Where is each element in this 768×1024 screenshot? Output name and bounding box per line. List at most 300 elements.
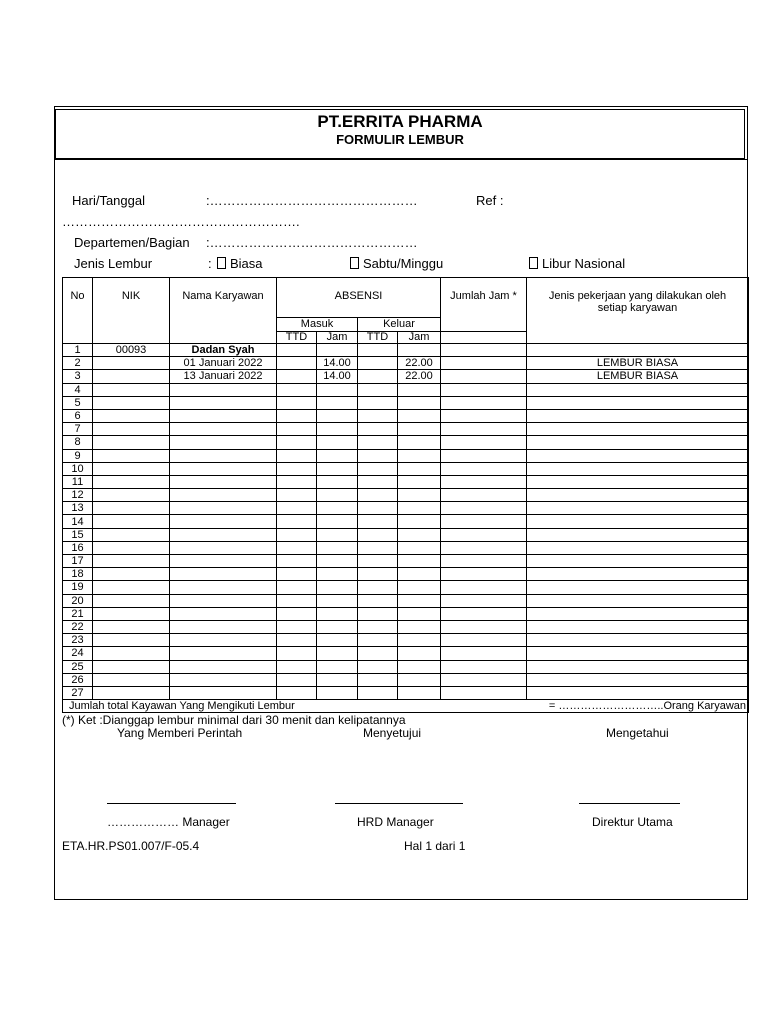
cell-jam-out[interactable] (398, 449, 441, 462)
table-row (63, 660, 749, 673)
cell-ttd-in[interactable] (277, 528, 317, 541)
cell-nama[interactable] (170, 462, 277, 475)
table-row (63, 383, 749, 396)
col-jenis-line2: setiap karyawan (597, 302, 678, 314)
cell-nik[interactable] (93, 660, 170, 673)
cell-jumlah[interactable] (441, 528, 527, 541)
cell-jam-in[interactable] (317, 409, 358, 422)
cell-nama[interactable] (170, 568, 277, 581)
col-jumlah-sub (441, 332, 527, 344)
cell-nama[interactable]: Dadan Syah (170, 344, 277, 357)
cell-jumlah[interactable] (441, 620, 527, 633)
cell-nik[interactable] (93, 673, 170, 686)
cell-jumlah[interactable] (441, 647, 527, 660)
cell-nama[interactable] (170, 449, 277, 462)
cell-jam-in[interactable] (317, 383, 358, 396)
cell-jam-in[interactable] (317, 515, 358, 528)
cell-jam-out[interactable] (398, 528, 441, 541)
col-jam-out: Jam (398, 332, 441, 344)
checkbox-libur-icon[interactable] (529, 257, 538, 269)
cell-no[interactable]: 7 (63, 423, 93, 436)
table-row (63, 607, 749, 620)
cell-jam-out[interactable] (398, 541, 441, 554)
cell-jam-out[interactable] (398, 555, 441, 568)
cell-ttd-out[interactable] (358, 541, 398, 554)
cell-ttd-in[interactable] (277, 423, 317, 436)
cell-ttd-in[interactable] (277, 515, 317, 528)
cell-nik[interactable] (93, 686, 170, 699)
cell-jam-in[interactable] (317, 423, 358, 436)
signature-line-hrd (335, 803, 463, 804)
cell-ttd-in[interactable] (277, 370, 317, 383)
dept-value[interactable]: :………………………………………… (206, 235, 418, 250)
page-number: Hal 1 dari 1 (404, 839, 466, 853)
cell-no[interactable]: 5 (63, 396, 93, 409)
cell-jenis[interactable] (527, 383, 749, 396)
cell-jenis[interactable] (527, 541, 749, 554)
cell-no[interactable]: 15 (63, 528, 93, 541)
cell-jam-out[interactable] (398, 489, 441, 502)
cell-nik[interactable] (93, 489, 170, 502)
cell-jam-out[interactable] (398, 607, 441, 620)
cell-ttd-in[interactable] (277, 449, 317, 462)
cell-jumlah[interactable] (441, 462, 527, 475)
cell-ttd-out[interactable] (358, 357, 398, 370)
cell-nik[interactable] (93, 436, 170, 449)
cell-jam-out[interactable] (398, 475, 441, 488)
cell-jenis[interactable]: LEMBUR BIASA (527, 357, 749, 370)
cell-jumlah[interactable] (441, 502, 527, 515)
cell-ttd-out[interactable] (358, 555, 398, 568)
cell-jam-in[interactable] (317, 449, 358, 462)
cell-nama[interactable] (170, 383, 277, 396)
cell-ttd-out[interactable] (358, 502, 398, 515)
cell-no[interactable]: 21 (63, 607, 93, 620)
cell-jam-out[interactable] (398, 423, 441, 436)
cell-ttd-out[interactable] (358, 423, 398, 436)
cell-jenis[interactable] (527, 502, 749, 515)
cell-jumlah[interactable] (441, 673, 527, 686)
cell-nama[interactable]: 13 Januari 2022 (170, 370, 277, 383)
cell-jumlah[interactable] (441, 607, 527, 620)
total-value: = ………………………..Orang Karyawan (527, 700, 749, 713)
cell-jam-in[interactable] (317, 541, 358, 554)
cell-nama[interactable] (170, 541, 277, 554)
cell-ttd-out[interactable] (358, 436, 398, 449)
cell-nama[interactable] (170, 555, 277, 568)
hrd-signature-label: HRD Manager (357, 815, 434, 829)
cell-nama[interactable] (170, 620, 277, 633)
cell-ttd-in[interactable] (277, 673, 317, 686)
signature-line-manager (107, 803, 236, 804)
option-libur-label: Libur Nasional (542, 256, 626, 271)
cell-jam-out[interactable] (398, 515, 441, 528)
cell-jenis[interactable] (527, 634, 749, 647)
cell-jam-in[interactable] (317, 555, 358, 568)
cell-jenis[interactable] (527, 475, 749, 488)
cell-ttd-in[interactable] (277, 541, 317, 554)
cell-jam-out[interactable] (398, 581, 441, 594)
cell-ttd-in[interactable] (277, 607, 317, 620)
cell-ttd-out[interactable] (358, 396, 398, 409)
cell-jam-out[interactable] (398, 436, 441, 449)
cell-nik[interactable] (93, 620, 170, 633)
cell-nama[interactable] (170, 607, 277, 620)
cell-nik[interactable] (93, 647, 170, 660)
cell-jam-out[interactable] (398, 344, 441, 357)
cell-jumlah[interactable] (441, 449, 527, 462)
cell-jenis[interactable] (527, 686, 749, 699)
cell-nama[interactable] (170, 528, 277, 541)
col-no: No (63, 278, 93, 344)
ref-label: Ref : (476, 193, 504, 208)
cell-no[interactable]: 23 (63, 634, 93, 647)
table-row (63, 673, 749, 686)
cell-ttd-in[interactable] (277, 502, 317, 515)
cell-ttd-in[interactable] (277, 383, 317, 396)
table-row (63, 594, 749, 607)
cell-nik[interactable] (93, 409, 170, 422)
cell-jumlah[interactable] (441, 489, 527, 502)
checkbox-biasa-icon[interactable] (217, 257, 226, 269)
cell-no[interactable]: 1 (63, 344, 93, 357)
company-name: PT.ERRITA PHARMA (317, 112, 483, 131)
cell-jumlah[interactable] (441, 475, 527, 488)
cell-jam-in[interactable] (317, 436, 358, 449)
cell-jam-in[interactable] (317, 620, 358, 633)
cell-nama[interactable] (170, 423, 277, 436)
cell-nik[interactable] (93, 462, 170, 475)
cell-jenis[interactable] (527, 620, 749, 633)
cell-ttd-out[interactable] (358, 370, 398, 383)
table-row (63, 620, 749, 633)
cell-jenis[interactable] (527, 409, 749, 422)
col-jam-in: Jam (317, 332, 358, 344)
cell-ttd-out[interactable] (358, 528, 398, 541)
cell-jam-in[interactable] (317, 568, 358, 581)
table-row (63, 396, 749, 409)
cell-jam-in[interactable] (317, 673, 358, 686)
table-row (63, 357, 749, 370)
cell-jenis[interactable] (527, 344, 749, 357)
cell-ttd-in[interactable] (277, 462, 317, 475)
cell-jam-out[interactable] (398, 594, 441, 607)
table-row (63, 581, 749, 594)
cell-ttd-out[interactable] (358, 568, 398, 581)
option-biasa[interactable] (217, 256, 263, 271)
cell-jenis[interactable] (527, 594, 749, 607)
cell-jam-out[interactable] (398, 396, 441, 409)
ref-value[interactable]: ………………………………………………. (62, 214, 300, 229)
cell-jam-out[interactable] (398, 620, 441, 633)
col-nik: NIK (93, 278, 170, 344)
cell-ttd-in[interactable] (277, 660, 317, 673)
cell-jam-in[interactable] (317, 581, 358, 594)
cell-no[interactable]: 13 (63, 502, 93, 515)
cell-jam-out[interactable] (398, 568, 441, 581)
cell-no[interactable]: 17 (63, 555, 93, 568)
cell-nik[interactable] (93, 449, 170, 462)
cell-jumlah[interactable] (441, 344, 527, 357)
cell-nik[interactable] (93, 594, 170, 607)
cell-ttd-in[interactable] (277, 634, 317, 647)
cell-jumlah[interactable] (441, 423, 527, 436)
cell-ttd-in[interactable] (277, 344, 317, 357)
cell-jenis[interactable]: LEMBUR BIASA (527, 370, 749, 383)
cell-no[interactable]: 8 (63, 436, 93, 449)
option-sabtu[interactable] (350, 256, 443, 271)
cell-ttd-out[interactable] (358, 647, 398, 660)
cell-jam-in[interactable] (317, 647, 358, 660)
cell-no[interactable]: 22 (63, 620, 93, 633)
cell-nik[interactable] (93, 396, 170, 409)
cell-jumlah[interactable] (441, 541, 527, 554)
cell-jam-in[interactable] (317, 594, 358, 607)
table-row (63, 555, 749, 568)
cell-jam-in[interactable] (317, 475, 358, 488)
table-row (63, 423, 749, 436)
cell-no[interactable]: 20 (63, 594, 93, 607)
cell-jenis[interactable] (527, 581, 749, 594)
cell-jumlah[interactable] (441, 436, 527, 449)
cell-ttd-out[interactable] (358, 673, 398, 686)
col-absensi: ABSENSI (277, 278, 441, 318)
cell-nama[interactable] (170, 489, 277, 502)
cell-no[interactable]: 18 (63, 568, 93, 581)
cell-jenis[interactable] (527, 555, 749, 568)
cell-jam-in[interactable]: 14.00 (317, 357, 358, 370)
cell-ttd-out[interactable] (358, 344, 398, 357)
cell-ttd-out[interactable] (358, 462, 398, 475)
jenis-lembur-label: Jenis Lembur (74, 256, 153, 271)
cell-jenis[interactable] (527, 568, 749, 581)
col-keluar: Keluar (358, 318, 441, 332)
col-nama: Nama Karyawan (170, 278, 277, 344)
cell-nik[interactable] (93, 555, 170, 568)
cell-jam-in[interactable] (317, 396, 358, 409)
cell-ttd-out[interactable] (358, 686, 398, 699)
cell-nama[interactable] (170, 475, 277, 488)
cell-no[interactable]: 12 (63, 489, 93, 502)
cell-no[interactable]: 2 (63, 357, 93, 370)
cell-jam-in[interactable] (317, 607, 358, 620)
cell-jumlah[interactable] (441, 409, 527, 422)
table-row (63, 515, 749, 528)
cell-nik[interactable] (93, 370, 170, 383)
cell-jumlah[interactable] (441, 594, 527, 607)
cell-ttd-in[interactable] (277, 686, 317, 699)
cell-jumlah[interactable] (441, 686, 527, 699)
cell-jenis[interactable] (527, 396, 749, 409)
cell-ttd-out[interactable] (358, 581, 398, 594)
cell-nik[interactable] (93, 568, 170, 581)
cell-ttd-in[interactable] (277, 568, 317, 581)
cell-jenis[interactable] (527, 489, 749, 502)
cell-jenis[interactable] (527, 423, 749, 436)
cell-jenis[interactable] (527, 528, 749, 541)
cell-nama[interactable]: 01 Januari 2022 (170, 357, 277, 370)
table-row (63, 502, 749, 515)
cell-ttd-out[interactable] (358, 383, 398, 396)
doc-code: ETA.HR.PS01.007/F-05.4 (62, 839, 200, 853)
cell-nama[interactable] (170, 594, 277, 607)
cell-ttd-in[interactable] (277, 489, 317, 502)
cell-nama[interactable] (170, 581, 277, 594)
cell-jenis[interactable] (527, 660, 749, 673)
cell-jumlah[interactable] (441, 370, 527, 383)
cell-jenis[interactable] (527, 515, 749, 528)
cell-nama[interactable] (170, 515, 277, 528)
col-ttd-out: TTD (358, 332, 398, 344)
cell-nama[interactable] (170, 686, 277, 699)
cell-jumlah[interactable] (441, 581, 527, 594)
cell-no[interactable]: 19 (63, 581, 93, 594)
table-row (63, 462, 749, 475)
cell-nik[interactable]: 00093 (93, 344, 170, 357)
cell-ttd-in[interactable] (277, 620, 317, 633)
cell-jenis[interactable] (527, 436, 749, 449)
cell-jenis[interactable] (527, 462, 749, 475)
dept-label: Departemen/Bagian (74, 235, 190, 250)
option-libur[interactable] (529, 256, 625, 271)
cell-ttd-in[interactable] (277, 475, 317, 488)
cell-jenis[interactable] (527, 647, 749, 660)
table-row (63, 686, 749, 699)
cell-no[interactable]: 10 (63, 462, 93, 475)
cell-jam-out[interactable] (398, 502, 441, 515)
cell-jam-out[interactable] (398, 409, 441, 422)
cell-nama[interactable] (170, 409, 277, 422)
col-ttd-in: TTD (277, 332, 317, 344)
cell-nama[interactable] (170, 673, 277, 686)
cell-jumlah[interactable] (441, 383, 527, 396)
perintah-label: Yang Memberi Perintah (117, 726, 243, 740)
cell-jam-out[interactable] (398, 686, 441, 699)
cell-ttd-out[interactable] (358, 489, 398, 502)
cell-ttd-in[interactable] (277, 581, 317, 594)
footnote: (*) Ket :Dianggap lembur minimal dari 30 menit dan kelipatannya (62, 713, 406, 727)
cell-ttd-in[interactable] (277, 594, 317, 607)
direktur-signature-label: Direktur Utama (592, 815, 673, 829)
cell-nik[interactable] (93, 607, 170, 620)
cell-nik[interactable] (93, 502, 170, 515)
cell-nik[interactable] (93, 383, 170, 396)
cell-nama[interactable] (170, 634, 277, 647)
cell-nama[interactable] (170, 396, 277, 409)
cell-no[interactable]: 14 (63, 515, 93, 528)
cell-jam-in[interactable] (317, 502, 358, 515)
cell-ttd-out[interactable] (358, 515, 398, 528)
cell-jam-in[interactable] (317, 634, 358, 647)
cell-no[interactable]: 3 (63, 370, 93, 383)
table-row (63, 647, 749, 660)
cell-jam-in[interactable] (317, 462, 358, 475)
cell-ttd-in[interactable] (277, 436, 317, 449)
cell-jam-out[interactable]: 22.00 (398, 370, 441, 383)
cell-jumlah[interactable] (441, 357, 527, 370)
cell-jam-out[interactable] (398, 462, 441, 475)
col-jenis-line1: Jenis pekerjaan yang dilakukan oleh (548, 290, 727, 302)
cell-nik[interactable] (93, 528, 170, 541)
cell-no[interactable]: 16 (63, 541, 93, 554)
cell-ttd-out[interactable] (358, 449, 398, 462)
cell-jam-in[interactable] (317, 344, 358, 357)
cell-jam-out[interactable] (398, 647, 441, 660)
cell-no[interactable]: 6 (63, 409, 93, 422)
cell-jam-in[interactable] (317, 528, 358, 541)
cell-jam-out[interactable]: 22.00 (398, 357, 441, 370)
cell-nik[interactable] (93, 581, 170, 594)
cell-ttd-in[interactable] (277, 409, 317, 422)
cell-ttd-out[interactable] (358, 409, 398, 422)
cell-jam-out[interactable] (398, 634, 441, 647)
cell-no[interactable]: 27 (63, 686, 93, 699)
cell-jenis[interactable] (527, 673, 749, 686)
cell-jumlah[interactable] (441, 634, 527, 647)
cell-jam-in[interactable] (317, 660, 358, 673)
cell-no[interactable]: 4 (63, 383, 93, 396)
cell-ttd-out[interactable] (358, 620, 398, 633)
cell-jenis[interactable] (527, 607, 749, 620)
cell-ttd-out[interactable] (358, 607, 398, 620)
hari-value[interactable]: :………………………………………… (206, 193, 418, 208)
form-header (55, 109, 745, 159)
cell-no[interactable]: 24 (63, 647, 93, 660)
cell-no[interactable]: 11 (63, 475, 93, 488)
cell-ttd-in[interactable] (277, 647, 317, 660)
cell-jumlah[interactable] (441, 396, 527, 409)
cell-nik[interactable] (93, 423, 170, 436)
cell-jam-out[interactable] (398, 383, 441, 396)
cell-no[interactable]: 25 (63, 660, 93, 673)
cell-jumlah[interactable] (441, 515, 527, 528)
cell-ttd-in[interactable] (277, 396, 317, 409)
cell-nik[interactable] (93, 541, 170, 554)
cell-jam-in[interactable] (317, 686, 358, 699)
cell-jam-out[interactable] (398, 673, 441, 686)
cell-nik[interactable] (93, 634, 170, 647)
col-jumlah: Jumlah Jam * (441, 278, 527, 332)
cell-jenis[interactable] (527, 449, 749, 462)
cell-ttd-out[interactable] (358, 660, 398, 673)
cell-jam-in[interactable]: 14.00 (317, 370, 358, 383)
overtime-table (62, 277, 748, 713)
cell-nama[interactable] (170, 436, 277, 449)
cell-jumlah[interactable] (441, 555, 527, 568)
table-row (63, 568, 749, 581)
cell-no[interactable]: 9 (63, 449, 93, 462)
cell-nama[interactable] (170, 502, 277, 515)
table-row (63, 436, 749, 449)
cell-ttd-in[interactable] (277, 357, 317, 370)
cell-nama[interactable] (170, 647, 277, 660)
cell-jam-out[interactable] (398, 660, 441, 673)
cell-jam-in[interactable] (317, 489, 358, 502)
cell-ttd-out[interactable] (358, 634, 398, 647)
cell-jumlah[interactable] (441, 568, 527, 581)
cell-ttd-out[interactable] (358, 475, 398, 488)
cell-ttd-in[interactable] (277, 555, 317, 568)
cell-ttd-out[interactable] (358, 594, 398, 607)
cell-jumlah[interactable] (441, 660, 527, 673)
checkbox-sabtu-icon[interactable] (350, 257, 359, 269)
cell-nik[interactable] (93, 515, 170, 528)
table-row (63, 541, 749, 554)
cell-nik[interactable] (93, 357, 170, 370)
cell-nama[interactable] (170, 660, 277, 673)
cell-nik[interactable] (93, 475, 170, 488)
cell-no[interactable]: 26 (63, 673, 93, 686)
